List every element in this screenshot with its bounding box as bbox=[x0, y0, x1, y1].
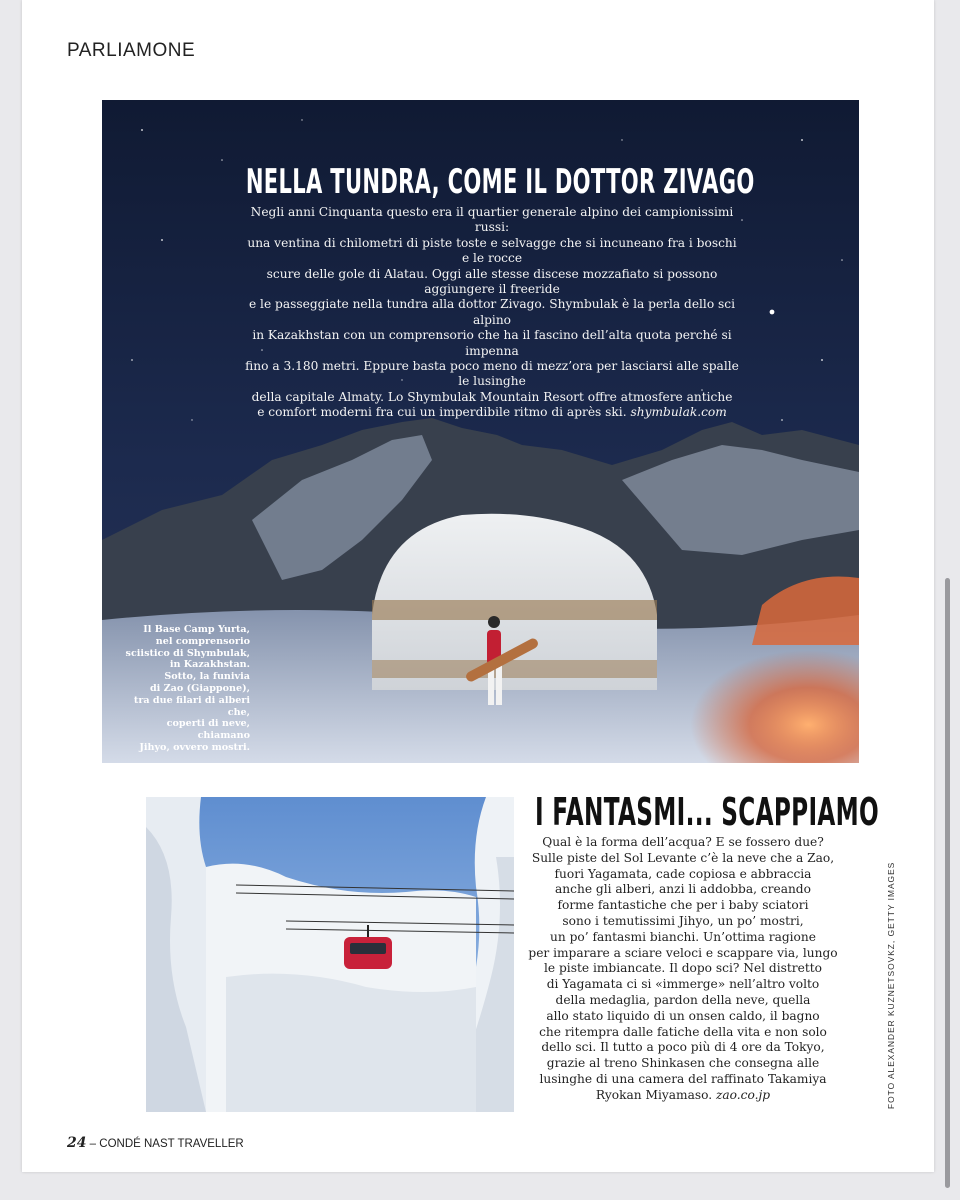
caption-line: Jihyo, ovvero mostri. bbox=[139, 741, 250, 753]
caption-line: Sotto, la funivia bbox=[164, 671, 250, 683]
article2-line: Sulle piste del Sol Levante c’è la neve che a Zao, bbox=[531, 850, 835, 865]
caption-line: di Zao (Giappone), bbox=[149, 682, 250, 694]
article2-line: di Yagamata ci si «immerge» nell’altro volto bbox=[546, 977, 820, 992]
article2-line: le piste imbiancate. Il dopo sci? Nel distretto bbox=[544, 961, 822, 976]
caption-line: tra due filari di alberi che, bbox=[133, 694, 250, 718]
caption-line: coperti di neve, chiamano bbox=[166, 718, 250, 742]
article2-line: che ritempra dalle fatiche della vita e non solo bbox=[539, 1024, 827, 1039]
article2-body bbox=[528, 835, 838, 1104]
article2-line: un po’ fantasmi bianchi. Un’ottima ragione bbox=[550, 929, 816, 944]
article2-line: della medaglia, pardon della neve, quella bbox=[555, 992, 811, 1007]
article1-line: scure delle gole di Alatau. Oggi alle stesse discese mozzafiato si possono aggiungere il freeride bbox=[266, 266, 718, 297]
article1-line: della capitale Almaty. Lo Shymbulak Mountain Resort offre atmosfere antiche bbox=[251, 389, 733, 404]
caption-line: sciistico di Shymbulak, bbox=[125, 647, 250, 659]
article1-line: una ventina di chilometri di piste toste e selvagge che si incuneano fra i boschi e le rocce bbox=[247, 235, 737, 266]
page-number: 24 bbox=[67, 1135, 87, 1151]
article2-line: allo stato liquido di un onsen caldo, il bagno bbox=[546, 1008, 820, 1023]
article2-line: forme fantastiche che per i baby sciatori bbox=[557, 898, 809, 913]
article2-line: grazie al treno Shinkasen che consegna alle bbox=[546, 1056, 820, 1071]
page-footer bbox=[67, 1135, 244, 1151]
article1-body bbox=[242, 205, 742, 421]
article2-title: I FANTASMI... SCAPPIAMO bbox=[535, 790, 880, 834]
article2-line: anche gli alberi, anzi li addobba, creando bbox=[555, 882, 811, 897]
article2-line: per imparare a sciare veloci e scappare via, lungo bbox=[528, 945, 838, 960]
article2-url: zao.co.jp bbox=[715, 1087, 771, 1102]
caption-line: nel comprensorio bbox=[155, 635, 250, 647]
section-label: PARLIAMONE bbox=[67, 40, 196, 61]
article2-line: sono i temutissimi Jihyo, un po’ mostri, bbox=[562, 913, 804, 928]
article1-line: in Kazakhstan con un comprensorio che ha il fascino dell’alta quota perché si impenna bbox=[252, 328, 732, 358]
article1-line: e comfort moderni fra cui un imperdibile ritmo di après ski. bbox=[257, 405, 627, 420]
snow-monsters-cable-car-scene bbox=[146, 797, 514, 1112]
article1-line: e le passeggiate nella tundra alla dottor Zivago. Shymbulak è la perla dello sci alpino bbox=[248, 297, 736, 327]
photo-caption bbox=[122, 624, 250, 754]
article2-line: dello sci. Il tutto a poco più di 4 ore da Tokyo, bbox=[541, 1040, 825, 1055]
hero-photo-yurt bbox=[102, 100, 859, 763]
magazine-page bbox=[22, 0, 934, 1172]
article1-title: NELLA TUNDRA, COME IL DOTTOR ZIVAGO bbox=[245, 162, 755, 202]
cable-car-photo bbox=[146, 797, 514, 1112]
article1-line: fino a 3.180 metri. Eppure basta poco meno di mezz’ora per lasciarsi alle spalle le lusinghe bbox=[245, 359, 739, 389]
article2-line: Qual è la forma dell’acqua? E se fossero due? bbox=[542, 835, 824, 849]
photo-credit: FOTO ALEXANDER KUZNETSOVKZ, GETTY IMAGES bbox=[886, 861, 896, 1109]
article1-line: Negli anni Cinquanta questo era il quartier generale alpino dei campionissimi russi: bbox=[250, 205, 734, 235]
article2-line: Ryokan Miyamaso. bbox=[595, 1087, 713, 1102]
vertical-scrollbar[interactable] bbox=[945, 578, 950, 1188]
article2-line: fuori Yagamata, cade copiosa e abbraccia bbox=[554, 866, 812, 881]
publication-name: – CONDÉ NAST TRAVELLER bbox=[86, 1138, 244, 1150]
caption-line: Il Base Camp Yurta, bbox=[143, 624, 250, 635]
article1-url: shymbulak.com bbox=[630, 405, 727, 420]
article2-line: lusinghe di una camera del raffinato Takamiya bbox=[539, 1071, 827, 1086]
caption-line: in Kazakhstan. bbox=[169, 659, 250, 671]
